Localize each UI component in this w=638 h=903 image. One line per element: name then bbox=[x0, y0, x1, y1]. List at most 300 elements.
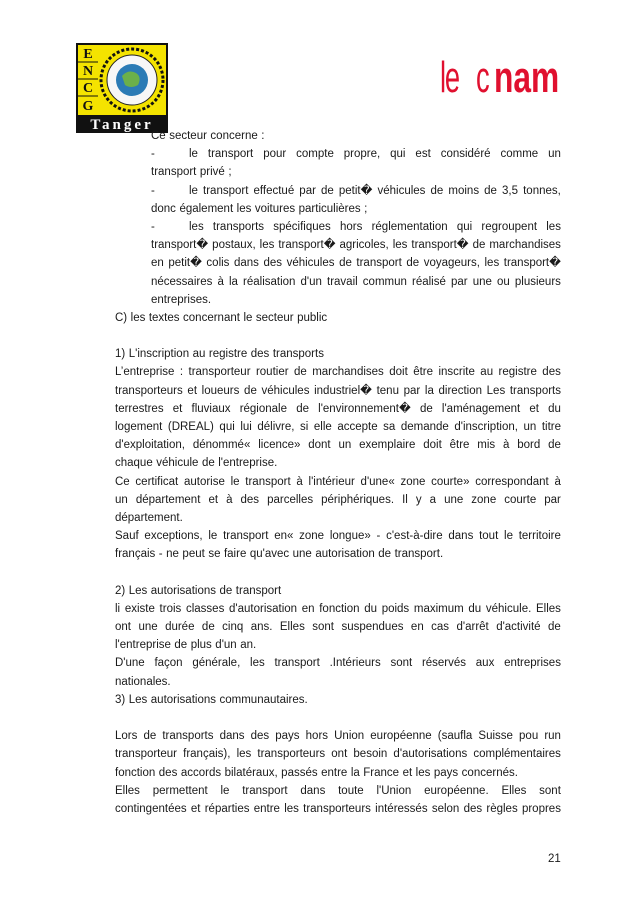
word: run bbox=[544, 730, 561, 743]
word: les bbox=[284, 802, 299, 815]
word: transport bbox=[242, 784, 288, 797]
word: y bbox=[415, 493, 422, 506]
word: un bbox=[548, 148, 561, 161]
word: propres bbox=[521, 802, 561, 815]
word: hors bbox=[340, 220, 363, 233]
text-line bbox=[115, 527, 561, 545]
word: de bbox=[430, 184, 444, 197]
word: 2) bbox=[115, 584, 126, 597]
word: des bbox=[250, 348, 270, 361]
word: qu'avec bbox=[249, 548, 290, 561]
word: existe bbox=[124, 602, 155, 615]
word: titre bbox=[541, 421, 561, 433]
word: fonction bbox=[115, 766, 156, 779]
word: : bbox=[179, 366, 184, 379]
word: d'un bbox=[215, 639, 237, 652]
word: l'aménagement bbox=[441, 402, 521, 415]
bullet-text bbox=[189, 218, 561, 236]
text-line bbox=[115, 654, 561, 672]
word: faire bbox=[223, 548, 247, 561]
word: à bbox=[296, 475, 303, 488]
word: correspondant bbox=[475, 475, 549, 488]
word: sont bbox=[312, 621, 335, 634]
text-line bbox=[115, 163, 561, 181]
word: terrestres bbox=[115, 402, 164, 415]
word: qui bbox=[219, 421, 235, 433]
word: aux bbox=[475, 657, 495, 670]
word: dans bbox=[448, 530, 474, 543]
text-line bbox=[115, 509, 561, 527]
word: passés bbox=[281, 766, 318, 779]
encg-letter-e: E bbox=[83, 47, 93, 62]
page-number: 21 bbox=[548, 853, 561, 865]
word: spécifiques bbox=[273, 220, 331, 233]
word: dans bbox=[300, 784, 326, 797]
word: effectué bbox=[253, 184, 295, 197]
word: les bbox=[236, 748, 252, 761]
word: compte bbox=[296, 148, 334, 161]
word: l'environnement� bbox=[318, 402, 411, 415]
word: zone bbox=[299, 530, 325, 543]
word: qui bbox=[390, 148, 406, 161]
word: toute bbox=[338, 784, 364, 797]
word: être bbox=[449, 439, 470, 452]
word: ont bbox=[331, 748, 348, 761]
text-line bbox=[115, 636, 561, 654]
word: li bbox=[115, 602, 121, 615]
word: transporteurs bbox=[303, 802, 371, 815]
text-line bbox=[115, 764, 561, 782]
cnam-logo-c: c bbox=[476, 53, 490, 102]
text-line bbox=[115, 345, 561, 363]
word: périphériques. bbox=[321, 493, 395, 506]
word: les bbox=[546, 220, 561, 233]
word: en« bbox=[274, 530, 294, 543]
word: est bbox=[415, 148, 431, 161]
word: transport. bbox=[394, 548, 444, 561]
word: réalisé bbox=[412, 275, 446, 288]
word: France bbox=[363, 766, 400, 779]
bullet-line bbox=[115, 145, 561, 163]
word: Elles bbox=[115, 784, 140, 797]
word: transports bbox=[162, 730, 214, 743]
word: ou bbox=[496, 275, 510, 288]
word: commun bbox=[362, 275, 407, 288]
word: contingentées bbox=[115, 802, 187, 815]
word: le bbox=[189, 148, 198, 161]
word: une bbox=[138, 621, 158, 634]
word: : bbox=[261, 130, 265, 142]
word: par bbox=[450, 275, 468, 288]
document-body bbox=[115, 127, 561, 818]
word: par bbox=[544, 493, 561, 506]
word: zone bbox=[471, 493, 497, 506]
word: Les bbox=[128, 693, 148, 706]
word: par bbox=[299, 184, 316, 197]
word: elle bbox=[313, 421, 332, 433]
word: par bbox=[403, 384, 421, 397]
word: transport bbox=[207, 148, 254, 161]
word: de bbox=[201, 457, 215, 470]
word: et bbox=[190, 802, 201, 815]
text-line bbox=[115, 291, 561, 309]
word: des bbox=[250, 730, 270, 743]
word: autorisation bbox=[315, 548, 375, 561]
word: autorisations bbox=[150, 693, 216, 706]
word: de bbox=[219, 584, 233, 597]
word: et bbox=[208, 493, 219, 506]
word: ; bbox=[364, 202, 368, 215]
word: véhicules bbox=[261, 384, 310, 397]
word: de bbox=[143, 730, 157, 743]
word: département bbox=[135, 493, 201, 506]
word: tonnes, bbox=[523, 184, 561, 197]
word: transporteur bbox=[115, 748, 178, 761]
word: (saufla bbox=[437, 730, 473, 743]
word: le bbox=[230, 475, 240, 488]
word: européenne bbox=[370, 730, 432, 743]
word: au bbox=[192, 348, 206, 361]
word: Les bbox=[128, 584, 148, 597]
text-line bbox=[115, 473, 561, 491]
encg-tanger-logo bbox=[76, 43, 168, 133]
word: véhicule bbox=[156, 457, 199, 470]
word: a bbox=[429, 493, 437, 506]
word: certificat bbox=[135, 475, 179, 488]
word: L’entreprise bbox=[115, 366, 175, 379]
word: transport bbox=[203, 184, 249, 197]
word: comme bbox=[500, 148, 539, 161]
word: et bbox=[172, 402, 183, 415]
word: à bbox=[503, 439, 510, 452]
word: dans bbox=[219, 730, 245, 743]
word: considéré bbox=[440, 148, 491, 161]
encg-city-label: Tanger bbox=[90, 117, 154, 133]
word: nécessaires bbox=[151, 275, 213, 288]
word: zone bbox=[400, 475, 426, 488]
text-line bbox=[115, 254, 561, 272]
word: concernés. bbox=[461, 766, 518, 779]
word: dénommé« bbox=[192, 439, 251, 452]
word: et bbox=[529, 402, 539, 415]
bullet-dash: - bbox=[151, 148, 155, 161]
word: les bbox=[250, 657, 265, 670]
word: le bbox=[189, 184, 198, 197]
word: moins bbox=[448, 184, 480, 197]
word: entre bbox=[321, 766, 348, 779]
word: sont bbox=[539, 784, 561, 797]
word: d'inscription, bbox=[454, 421, 518, 433]
word: de bbox=[296, 402, 309, 415]
word: direction bbox=[438, 384, 482, 397]
word: durée bbox=[165, 621, 195, 634]
word: registre bbox=[498, 366, 537, 379]
text-line bbox=[115, 745, 561, 763]
bullet-dash: - bbox=[151, 220, 155, 233]
word: de bbox=[419, 402, 433, 415]
word: l'Union bbox=[376, 784, 412, 797]
text-line bbox=[115, 673, 561, 691]
word: Les bbox=[486, 384, 506, 397]
word: chaque bbox=[115, 457, 153, 470]
word: plus bbox=[190, 639, 212, 652]
word: accords bbox=[180, 766, 222, 779]
word: 1) bbox=[115, 348, 126, 361]
word: propre, bbox=[343, 148, 381, 161]
word: Union bbox=[334, 730, 365, 743]
word: et bbox=[402, 766, 413, 779]
word: permettent bbox=[152, 784, 208, 797]
word: ne bbox=[166, 548, 179, 561]
word: une bbox=[292, 548, 312, 561]
word: les bbox=[392, 239, 408, 252]
word: des bbox=[463, 802, 483, 815]
word: réparties bbox=[204, 802, 250, 815]
word: de bbox=[484, 184, 497, 197]
word: hors bbox=[305, 730, 329, 743]
word: une bbox=[472, 275, 492, 288]
word: et bbox=[187, 384, 198, 397]
word: une bbox=[444, 493, 464, 506]
word: à bbox=[226, 493, 233, 506]
word: particulières bbox=[298, 202, 361, 215]
word: réservés bbox=[421, 657, 467, 670]
word: - bbox=[158, 548, 163, 561]
word: cas bbox=[431, 621, 450, 634]
word: sont bbox=[390, 657, 413, 670]
word: transporteurs bbox=[257, 748, 326, 761]
bullet-line bbox=[115, 218, 561, 236]
cnam-logo-prefix: le bbox=[440, 53, 459, 102]
word: colis bbox=[206, 257, 230, 270]
word: an. bbox=[240, 639, 257, 652]
word: concernant bbox=[183, 311, 240, 324]
word: (DREAL) bbox=[167, 421, 214, 433]
text-line bbox=[115, 418, 561, 436]
text-line bbox=[115, 545, 561, 563]
word: .Intérieurs bbox=[329, 657, 381, 670]
word: 3,5 bbox=[502, 184, 519, 197]
word: routier bbox=[255, 366, 289, 379]
word: en bbox=[301, 602, 315, 615]
encg-letter-n: N bbox=[82, 64, 94, 79]
text-line bbox=[115, 382, 561, 400]
bullet-text bbox=[189, 182, 561, 200]
word: mis bbox=[477, 439, 496, 452]
word: les bbox=[415, 766, 431, 779]
word: qui bbox=[456, 220, 473, 233]
word: transport bbox=[356, 257, 402, 270]
word: français bbox=[115, 548, 156, 561]
word: courte bbox=[504, 493, 537, 506]
word: les bbox=[236, 202, 252, 215]
word: secteur bbox=[169, 130, 207, 142]
word: exceptions, bbox=[144, 530, 203, 543]
word: Elles bbox=[501, 784, 527, 797]
word: en bbox=[410, 621, 424, 634]
word: des bbox=[158, 766, 178, 779]
word: régionale bbox=[239, 402, 288, 415]
word: la bbox=[350, 766, 360, 779]
bullet-line bbox=[115, 182, 561, 200]
word: tout bbox=[479, 530, 499, 543]
word: le bbox=[243, 311, 253, 324]
word: communautaires. bbox=[219, 693, 308, 706]
word: les bbox=[484, 257, 500, 270]
word: se bbox=[208, 548, 221, 561]
word: européenne. bbox=[424, 784, 489, 797]
word: le bbox=[208, 530, 218, 543]
blank-line bbox=[115, 709, 561, 727]
word: transport bbox=[245, 475, 291, 488]
word: Ce bbox=[115, 475, 130, 488]
word: 3) bbox=[115, 693, 126, 706]
word: industriel� bbox=[314, 384, 372, 397]
word: réalisation bbox=[243, 275, 296, 288]
word: agricoles, bbox=[339, 239, 389, 252]
word: au bbox=[480, 366, 494, 379]
word: parcelles bbox=[267, 493, 314, 506]
word: générale, bbox=[192, 657, 241, 670]
word: pou bbox=[519, 730, 539, 743]
word: intéressés bbox=[375, 802, 428, 815]
word: postaux, bbox=[212, 239, 256, 252]
word: selon bbox=[431, 802, 460, 815]
word: de bbox=[174, 639, 188, 652]
word: règles bbox=[486, 802, 518, 815]
word: du bbox=[364, 602, 377, 615]
word: un bbox=[338, 439, 352, 452]
word: en bbox=[151, 257, 164, 270]
word: petit� bbox=[168, 257, 202, 270]
word: véhicules bbox=[286, 257, 335, 270]
word: l'intérieur bbox=[308, 475, 355, 488]
word: transports bbox=[509, 384, 561, 397]
word: concerne bbox=[210, 130, 258, 142]
word: transporteurs bbox=[115, 384, 183, 397]
word: complémentaires bbox=[473, 748, 561, 761]
word: pour bbox=[263, 148, 287, 161]
word: ont bbox=[115, 621, 131, 634]
encg-logo-graphic bbox=[76, 43, 168, 133]
word: français), bbox=[183, 748, 231, 761]
word: les bbox=[130, 311, 146, 324]
word: autorise bbox=[183, 475, 225, 488]
word: d'autorisations bbox=[393, 748, 468, 761]
word: privé bbox=[199, 166, 225, 179]
encg-letter-c: C bbox=[82, 81, 94, 96]
cnam-logo bbox=[440, 50, 558, 106]
word: besoin bbox=[353, 748, 388, 761]
text-line bbox=[115, 127, 561, 145]
word: d'activité bbox=[496, 621, 541, 634]
word: demande bbox=[400, 421, 449, 433]
word: Ce bbox=[151, 130, 166, 142]
word: de bbox=[321, 184, 334, 197]
word: doit bbox=[389, 366, 408, 379]
word: Lors bbox=[115, 730, 138, 743]
word: L'inscription bbox=[128, 348, 190, 361]
word: sa bbox=[383, 421, 396, 433]
word: c'est-à-dire bbox=[386, 530, 443, 543]
word: textes bbox=[148, 311, 180, 324]
word: - bbox=[376, 530, 381, 543]
word: secteur bbox=[255, 311, 294, 324]
word: bilatéraux, bbox=[224, 766, 278, 779]
word: dans bbox=[233, 257, 259, 270]
word: transport bbox=[274, 657, 320, 670]
word: maximum bbox=[413, 602, 464, 615]
word: entreprises. bbox=[151, 293, 212, 306]
word: à bbox=[217, 275, 224, 288]
word: registre bbox=[208, 348, 248, 361]
word: inscrite bbox=[438, 366, 475, 379]
word: de bbox=[244, 384, 257, 397]
word: nationales. bbox=[115, 675, 171, 688]
word: ans. bbox=[250, 621, 273, 634]
word: façon bbox=[154, 657, 183, 670]
word: d'exploitation, bbox=[115, 439, 185, 452]
word: de bbox=[548, 439, 561, 452]
text-line bbox=[115, 691, 561, 709]
word: suspendues bbox=[341, 621, 404, 634]
word: le bbox=[504, 530, 513, 543]
word: transport bbox=[223, 530, 269, 543]
word: marchandises bbox=[312, 366, 384, 379]
word: dont bbox=[308, 439, 331, 452]
word: transport� bbox=[151, 239, 209, 252]
word: petit� bbox=[338, 184, 373, 197]
word: regroupent bbox=[481, 220, 538, 233]
text-line bbox=[115, 782, 561, 800]
word: marchandises bbox=[489, 239, 561, 252]
word: territoire bbox=[518, 530, 561, 543]
word: de bbox=[548, 621, 561, 634]
text-line bbox=[115, 309, 561, 327]
word: un bbox=[523, 421, 537, 433]
word: entreprises bbox=[504, 657, 561, 670]
word: licence» bbox=[258, 439, 301, 452]
word: des bbox=[240, 493, 260, 506]
word: de bbox=[378, 548, 392, 561]
word: lui bbox=[240, 421, 252, 433]
word: également bbox=[179, 202, 234, 215]
word: transport� bbox=[503, 257, 561, 270]
word: tenu bbox=[376, 384, 399, 397]
word: les bbox=[259, 239, 275, 252]
word: transports bbox=[272, 348, 324, 361]
word: accepte bbox=[337, 421, 378, 433]
blank-line bbox=[115, 564, 561, 582]
word: d'un bbox=[300, 275, 322, 288]
word: pays bbox=[275, 730, 300, 743]
word: du bbox=[548, 402, 561, 415]
text-line bbox=[115, 273, 561, 291]
word: classes bbox=[185, 602, 225, 615]
word: de bbox=[472, 239, 486, 252]
word: département. bbox=[115, 511, 183, 524]
word: longue» bbox=[329, 530, 371, 543]
text-line bbox=[115, 400, 561, 418]
encg-letter-g: G bbox=[82, 99, 94, 114]
word: à bbox=[554, 475, 561, 488]
word: Sauf bbox=[115, 530, 139, 543]
word: Elles bbox=[535, 602, 561, 615]
bullet-text bbox=[189, 145, 561, 163]
word: de bbox=[293, 366, 307, 379]
text-line bbox=[115, 491, 561, 509]
word: de bbox=[339, 257, 352, 270]
